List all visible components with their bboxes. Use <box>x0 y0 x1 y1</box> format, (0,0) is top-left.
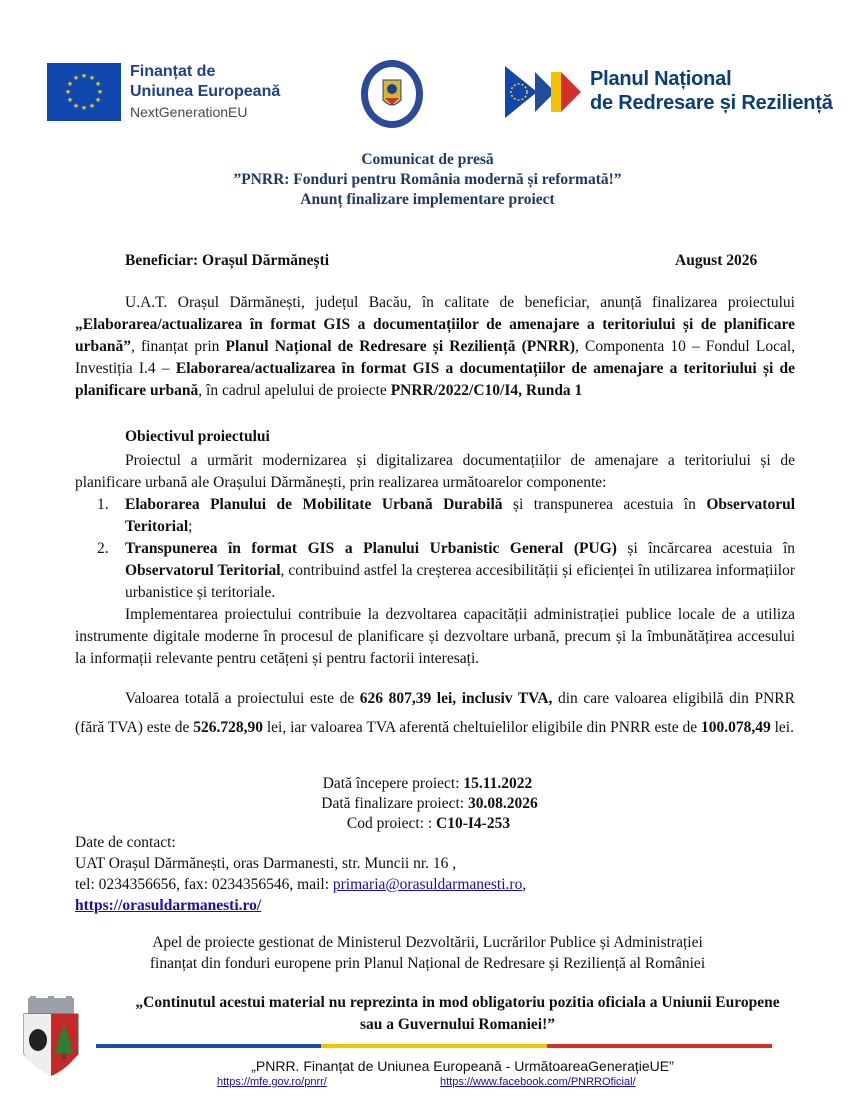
divider-blue <box>96 1044 321 1048</box>
svg-text:★: ★ <box>96 88 104 96</box>
svg-text:★: ★ <box>88 102 96 110</box>
title-line3: Anunț finalizare implementare proiect <box>300 191 555 208</box>
project-name: „Elaborarea/actualizarea în format GIS a documentațiilor de amenajare a teritoriului și de planificare urbană” <box>75 316 795 355</box>
intro-text-2: , finanțat prin <box>131 338 226 355</box>
svg-text:★: ★ <box>66 96 74 104</box>
component-target: Observatorul Teritorial <box>125 496 795 535</box>
svg-text:★: ★ <box>80 104 88 112</box>
end-date-label: Dată finalizare proiect: <box>321 795 468 812</box>
release-date: August 2026 <box>675 252 758 269</box>
disclaimer-line1: „Continutul acestui material nu reprezinta in mod obligatoriu pozitia oficiala a Uniunii Europene <box>135 994 780 1011</box>
vat-value: 100.078,49 <box>701 719 771 736</box>
end-date-row <box>0 794 855 814</box>
apel-line2: finanțat din fonduri europene prin Planul Național de Redresare și Reziliență al României <box>149 955 706 972</box>
disclaimer-line2: sau a Guvernului Romaniei!” <box>359 1016 556 1033</box>
eu-flag-icon <box>47 63 121 121</box>
value-text-3: lei, iar valoarea TVA aferentă cheltuielilor eligibile din PNRR este de <box>262 719 701 736</box>
pnrr-logo-icon <box>505 66 585 118</box>
email-link[interactable]: primaria@orasuldarmanesti.ro <box>332 876 523 893</box>
tricolor-divider <box>96 1044 772 1048</box>
list-item <box>75 538 795 604</box>
call-management-note <box>0 932 855 974</box>
contact-phone-row <box>75 874 526 895</box>
contact-block <box>75 832 526 916</box>
project-code-row <box>0 814 855 834</box>
eu-line3: NextGenerationEU <box>130 104 248 120</box>
value-text-2: din care valoarea eligibilă din PNRR (fără TVA) este de <box>75 690 795 736</box>
call-code: PNRR/2022/C10/I4, Runda 1 <box>390 382 583 399</box>
pnrr-logo-text <box>590 67 833 115</box>
pnrr-name: Planul Național de Redresare și Reziliență (PNRR) <box>225 338 576 355</box>
apel-line1: Apel de proiecte gestionat de Ministerul Dezvoltării, Lucrărilor Publice și Administrației <box>152 934 703 951</box>
components-list <box>75 494 795 604</box>
pnrr-line2: de Redresare și Reziliență <box>590 92 833 114</box>
eu-funding-logo-text <box>130 62 280 122</box>
svg-text:★: ★ <box>66 80 74 88</box>
investment-name: Elaborarea/actualizarea în format GIS a documentațiilor de amenajare a teritoriului și de planificare urbană <box>75 360 796 399</box>
list-number: 1. <box>97 496 109 513</box>
footer-link-facebook[interactable]: https://www.facebook.com/PNRROficial/ <box>440 1076 636 1088</box>
title-line2: ”PNRR: Fonduri pentru România modernă și reformată!” <box>233 171 622 188</box>
divider-yellow <box>321 1044 546 1048</box>
project-code-label: Cod proiect: : <box>346 815 437 832</box>
total-value: 626 807,39 lei, inclusiv TVA, <box>359 690 553 707</box>
project-intro-paragraph <box>75 292 795 402</box>
value-text-1: Valoarea totală a proiectului este de <box>125 690 360 707</box>
start-date-label: Dată începere proiect: <box>322 775 464 792</box>
press-release-title <box>0 150 855 210</box>
component-target: Observatorul Teritorial <box>125 562 281 579</box>
intro-text-3: , Componenta 10 – Fondul Local, Investiția I.4 – <box>75 338 796 377</box>
component-text: și încărcarea acestuia în <box>616 540 795 557</box>
project-value-paragraph <box>75 684 795 742</box>
footer-slogan: „PNRR. Finanțat de Uniunea Europeană - UrmătoareaGenerațieUE” <box>251 1058 674 1074</box>
component-text: și transpunerea acestuia în <box>502 496 707 513</box>
end-date-value: 30.08.2026 <box>468 795 538 812</box>
svg-text:★: ★ <box>72 102 80 110</box>
objective-text: Proiectul a urmărit modernizarea și digitalizarea documentațiilor de amenajare a teritoriului și de planificare urbană ale Orașului Dărmănești, prin realizarea următoarelor componente: <box>75 452 795 491</box>
project-code-value: C10-I4-253 <box>436 815 511 832</box>
contact-phone: tel: 0234356656, fax: 0234356546, mail: <box>75 876 333 893</box>
eu-line2: Uniunea Europeană <box>130 83 281 100</box>
website-link[interactable]: https://orasuldarmanesti.ro/ <box>75 897 262 914</box>
objective-heading: Obiectivul proiectului <box>125 428 270 445</box>
component-title: Elaborarea Planului de Mobilitate Urbană Durabilă <box>125 496 503 513</box>
svg-text:★: ★ <box>94 80 102 88</box>
footer-link-mfe[interactable]: https://mfe.gov.ro/pnrr/ <box>217 1076 327 1088</box>
project-dates <box>0 774 855 834</box>
component-title: Transpunerea în format GIS a Planului Urbanistic General (PUG) <box>125 540 617 557</box>
component-text-end: , contribuind astfel la creșterea accesibilității și eficienței în utilizarea informațiilor urbanistice și teritoriale. <box>125 562 796 601</box>
contact-suffix: , <box>522 876 527 893</box>
start-date-value: 15.11.2022 <box>463 775 533 792</box>
implementation-paragraph: Implementarea proiectului contribuie la dezvoltarea capacității administrației publice locale de a utiliza instrumente digitale moderne în procesul de planificare și dezvoltare urbană, precum și la îmbunătățirea accesului la informații relevante pentru cetățeni și pentru factorii interesați. <box>75 606 795 667</box>
list-item <box>75 494 795 538</box>
value-text-4: lei. <box>770 719 794 736</box>
component-text-end: ; <box>188 518 193 535</box>
svg-text:★: ★ <box>88 74 96 82</box>
title-line1: Comunicat de presă <box>361 151 494 168</box>
beneficiary: Beneficiar: Orașul Dărmănești <box>125 252 330 269</box>
svg-text:★: ★ <box>94 96 102 104</box>
government-seal-icon <box>359 58 425 130</box>
svg-text:★: ★ <box>80 72 88 80</box>
eu-disclaimer <box>0 992 855 1036</box>
eu-line1: Finanțat de <box>130 63 216 80</box>
contact-address: UAT Orașul Dărmănești, oras Darmanesti, str. Muncii nr. 16 , <box>75 855 457 872</box>
intro-text-4: , în cadrul apelului de proiecte <box>198 382 391 399</box>
pnrr-line1: Planul Național <box>590 68 732 90</box>
contact-heading: Date de contact: <box>75 834 176 851</box>
svg-text:★: ★ <box>64 88 72 96</box>
footer-link-facebook-wrap <box>440 1076 636 1088</box>
footer-link-mfe-wrap <box>217 1076 327 1088</box>
start-date-row <box>0 774 855 794</box>
list-number: 2. <box>97 540 109 557</box>
divider-red <box>547 1044 772 1048</box>
svg-text:★: ★ <box>72 74 80 82</box>
intro-text-1: U.A.T. Orașul Dărmănești, județul Bacău, în calitate de beneficiar, anunță finalizarea proiectului <box>125 294 795 311</box>
eligible-value: 526.728,90 <box>193 719 263 736</box>
